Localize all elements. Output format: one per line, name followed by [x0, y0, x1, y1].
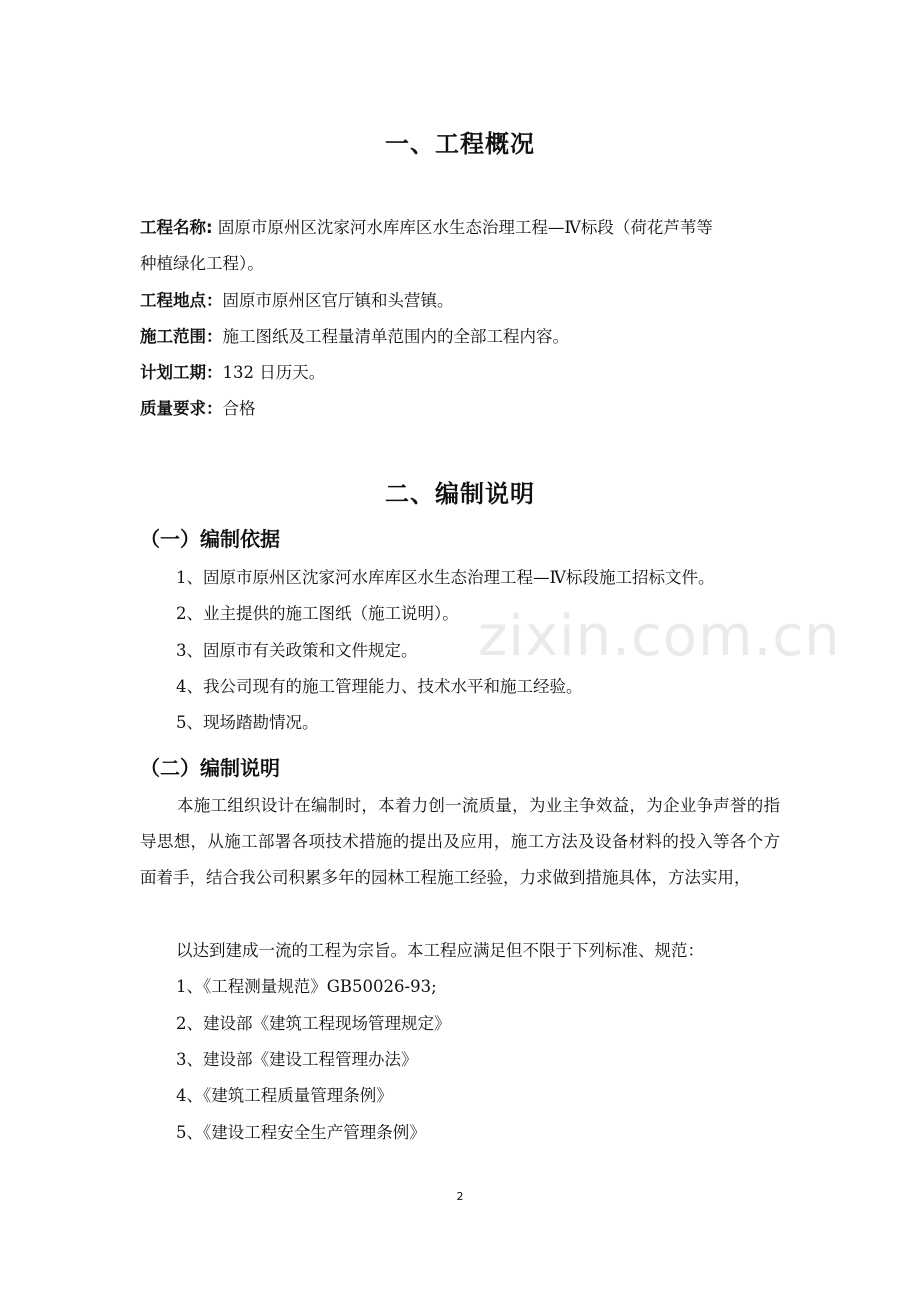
location-value: 固原市原州区官厅镇和头营镇。 — [222, 291, 454, 310]
standard-item-5: 5、《建设工程安全生产管理条例》 — [176, 1123, 426, 1142]
standard-item-3: 3、建设部《建设工程管理办法》 — [176, 1050, 418, 1069]
basis-item-5: 5、现场踏勘情况。 — [176, 713, 319, 732]
section-2-title: 二、编制说明 — [385, 480, 535, 508]
standard-item-2: 2、建设部《建筑工程现场管理规定》 — [176, 1014, 451, 1033]
quality-line — [140, 398, 256, 420]
watermark: zixin.com.cn — [478, 604, 841, 669]
location-label: 工程地点： — [140, 291, 223, 310]
page-number: 2 — [456, 1190, 464, 1203]
quality-value: 合格 — [222, 399, 256, 418]
section-1-title: 一、工程概况 — [385, 130, 535, 158]
project-name-label: 工程名称: — [140, 218, 213, 237]
basis-item-2: 2、业主提供的施工图纸（施工说明）。 — [176, 604, 459, 623]
scope-value: 施工图纸及工程量清单范围内的全部工程内容。 — [222, 327, 569, 346]
period-value: 132 日历天。 — [222, 363, 326, 382]
description-paragraph: 本施工组织设计在编制时，本着力创一流质量，为业主争效益，为企业争声誉的指导思想，从施工部署各项技术措施的提出及应用，施工方法及设备材料的投入等各个方面着手，结合我公司积累多年的园林工程施工经验，力求做到措施具体，方法实用， — [140, 796, 780, 887]
subsection-2-title: （二）编制说明 — [140, 756, 280, 780]
period-label: 计划工期： — [140, 363, 223, 382]
standard-item-1: 1、《工程测量规范》GB50026-93; — [176, 977, 437, 996]
subsection-1-title: （一）编制依据 — [140, 527, 280, 551]
quality-label: 质量要求： — [140, 399, 223, 418]
basis-item-4: 4、我公司现有的施工管理能力、技术水平和施工经验。 — [176, 677, 583, 696]
basis-item-1: 1、固原市原州区沈家河水库库区水生态治理工程—Ⅳ标段施工招标文件。 — [176, 568, 715, 587]
period-line — [140, 362, 325, 384]
project-name-value-2: 种植绿化工程）。 — [140, 254, 264, 273]
project-name-value-1: 固原市原州区沈家河水库库区水生态治理工程—Ⅳ标段（荷花芦苇等 — [217, 218, 713, 237]
scope-line — [140, 326, 569, 348]
project-name-line1 — [140, 217, 713, 239]
basis-item-3: 3、固原市有关政策和文件规定。 — [176, 641, 418, 660]
scope-label: 施工范围： — [140, 327, 223, 346]
description-paragraph-2: 以达到建成一流的工程为宗旨。本工程应满足但不限于下列标准、规范： — [176, 941, 704, 960]
standard-item-4: 4、《建筑工程质量管理条例》 — [176, 1086, 393, 1105]
location-line — [140, 290, 454, 312]
